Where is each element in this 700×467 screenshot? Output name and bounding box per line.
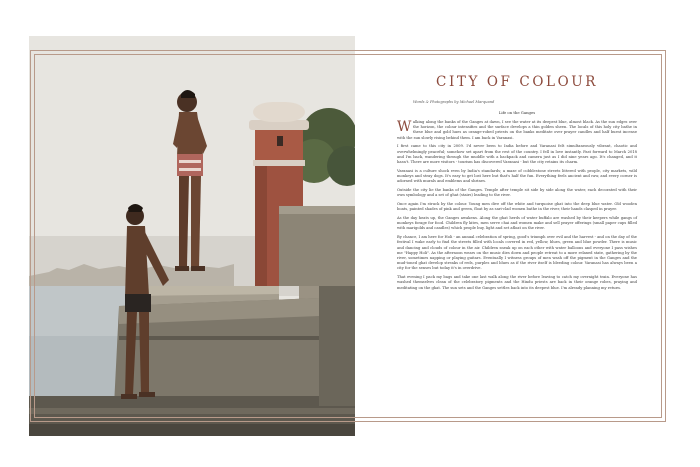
article-byline: Words & Photographs by Michael Marquand [413, 100, 495, 104]
article-paragraph-5: Once again I'm struck by the colour. Young men dive off the white and turquoise ghat into the deep blue water. Old wooden boats, painted shades of pink and green, float by as sari-clad women bathe in the river, their hands clasped in prayer. [397, 202, 637, 212]
article-paragraph-4: Outside the city lie the banks of the Ganges. Temple after temple sit side by side along the water, each decorated with their own symbology and a set of ghat (stairs) leading to the river. [397, 188, 637, 198]
feature-photograph [29, 36, 355, 436]
drop-cap: W [397, 119, 412, 135]
article-paragraph-1 [397, 120, 637, 141]
article-title: CITY OF COLOUR [436, 74, 598, 90]
photo-illustration [29, 36, 355, 436]
article-paragraph-2: I first came to this city in 2009. I'd never been to India before and Varanasi felt simultaneously vibrant, chaotic and overwhelmingly peaceful; somehow set apart from the rest of the country. I fell in love instantly. Fast forward to March 2018 and I'm back, wandering through the muddle with a backpack and camera just as I did nine years ago. It's changed, and it hasn't. There are more visitors - tourism has discovered Varanasi - but the city retains its charm. [397, 144, 637, 165]
article-paragraph-7: By chance, I am here for Holi - an annual celebration of spring, good's triumph over evil and the harvest - and on the day of the festival I wake early to find the streets filled with locals covered in red, yellow, blues, green and blue powder. There is music and dancing and clouds of colour in the air. Children sneak up on each other with water balloons and everyone I pass wishes me "Happy Holi". As the afternoon wears on the music dies down and people retreat to a more relaxed state, gathering by the river, sometimes napping or playing guitars. Eventually I witness groups of men wash off the pigment in the Ganges and the mud-toned ghat develop streaks of reds, purples and blues as if the river itself is bleeding colour. Varanasi has always been a city for the senses but today it's in overdrive. [397, 235, 637, 271]
article-paragraph-3: Varanasi is a culture shock even by India's standards; a maze of cobblestone streets littered with people, city markets, wild monkeys and stray dogs. It's easy to get lost here but that's half the fun. Everything feels ancient and raw, and every corner is adorned with murals and emblems and shrines. [397, 168, 637, 184]
article-paragraph-6: As the day heats up, the Ganges awakens. Along the ghat herds of water buffalo are washed by their keepers while gangs of monkeys forage for food. Children fly kites, men serve chai and women make and sell prayer offerings (small paper cups filled with marigolds and candles) which people buy, light and set afloat on the river. [397, 216, 637, 231]
paragraph-text: alking along the banks of the Ganges at dawn, I see the water at its deepest blue, almost black. As the sun edges over the horizon, the colour intensifies and the surface develops a thin golden sheen. The locals of this holy city bathe in these blue and gold hues as orange-robed priests on the banks meditate over prayer candles and half burnt incense with the sun slowly rising behind them. I am back in Varanasi. [397, 120, 637, 140]
article-paragraph-8: That evening I pack my bags and take one last walk along the river before leaving to catch my overnight train. Everyone has washed themselves clean of the celebratory pigments and the Hindu priests are back in their orange robes, praying and meditating on the ghat. The sun sets and the Ganges settles back into its deepest blue. I'm already planning my return. [397, 275, 637, 290]
article-subhead: Life on the Ganges [498, 110, 536, 115]
article-column [397, 60, 637, 294]
